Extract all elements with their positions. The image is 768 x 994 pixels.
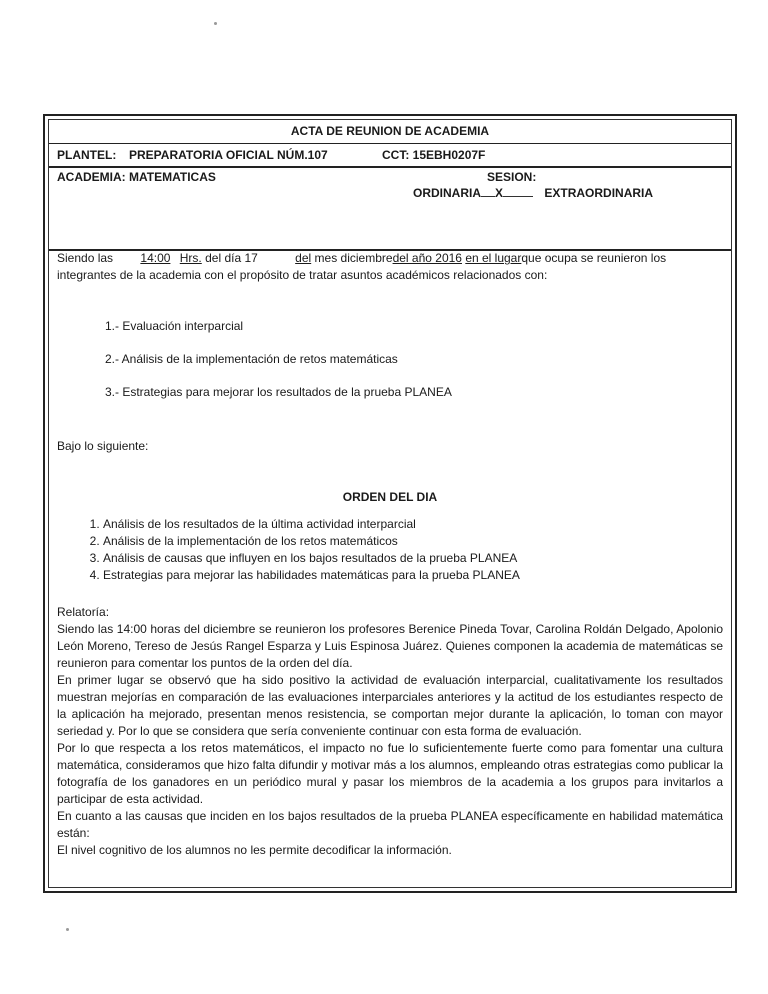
plantel-value: PREPARATORIA OFICIAL NÚM.107 xyxy=(129,148,328,162)
relatoria-section xyxy=(57,604,723,859)
intro-hora: 14:00 xyxy=(140,251,171,265)
ordinaria-blank xyxy=(481,196,495,197)
intro-del: del xyxy=(295,251,312,265)
intro-line-2: integrantes de la academia con el propósito de tratar asuntos académicos relacionados con: xyxy=(57,268,548,282)
plantel-row xyxy=(49,144,731,168)
extraordinaria-blank xyxy=(503,196,533,197)
cct-value: CCT: 15EBH0207F xyxy=(382,148,486,162)
relatoria-title: Relatoría: xyxy=(57,605,110,619)
document-frame xyxy=(43,114,737,893)
intro-en-lugar: en el lugar xyxy=(465,251,522,265)
relatoria-paragraph: El nivel cognitivo de los alumnos no les permite decodificar la información. xyxy=(57,843,452,857)
extraordinaria-label: EXTRAORDINARIA xyxy=(544,186,654,200)
topic-item: 1.- Evaluación interparcial xyxy=(105,319,244,333)
sesion-options xyxy=(413,186,653,200)
relatoria-paragraph: Siendo las 14:00 horas del diciembre se reunieron los profesores Berenice Pineda Tovar, Carolina Roldán Delgado, Apolonio León Moreno, Tereso de Jesús Rangel Esparza y Luis Espinosa Juárez. Quienes componen la academia de matemáticas se reunieron para comentar los puntos de la orden del día. xyxy=(57,622,723,670)
relatoria-paragraph: En primer lugar se observó que ha sido positivo la actividad de evaluación interparcial, cualitativamente los resultados muestran mejorías en comparación de las evaluaciones interparciales anteriores y la actitud de los estudiantes respecto de la aplicación ha mejorado, presentan menos resistencia, se comportan mejor durante la aplicación, lo toman con mayor seriedad y. Por lo que se considera que sería conveniente continuar con esta forma de evaluación. xyxy=(57,673,723,738)
intro-paragraph xyxy=(57,250,723,284)
topic-item: 3.- Estrategias para mejorar los resultados de la prueba PLANEA xyxy=(105,385,452,399)
document-inner-border xyxy=(48,119,732,888)
ordinaria-mark: X xyxy=(495,186,504,200)
orden-item: 2. Análisis de la implementación de los retos matemáticos xyxy=(103,533,520,550)
scan-dot xyxy=(66,928,69,931)
document-title: ACTA DE REUNION DE ACADEMIA xyxy=(49,120,731,144)
topic-item: 2.- Análisis de la implementación de retos matemáticas xyxy=(105,352,398,366)
orden-item: 1. Análisis de los resultados de la última actividad interparcial xyxy=(103,516,520,533)
plantel-label: PLANTEL: xyxy=(57,148,117,162)
ordinaria-label: ORDINARIA xyxy=(413,186,481,200)
orden-del-dia-list xyxy=(79,516,520,584)
relatoria-paragraph: Por lo que respecta a los retos matemáticos, el impacto no fue lo suficientemente fuerte como para fomentar una cultura matemática, consideramos que hizo falta difundir y motivar más a los alumnos, empleando otras estrategias como publicar la fotografía de los ganadores en un periódico mural y pasar los miembros de la academia a los grupos para invitarlos a participar de esta actividad. xyxy=(57,741,723,806)
orden-item: 4. Estrategias para mejorar las habilidades matemáticas para la prueba PLANEA xyxy=(103,567,520,584)
intro-hrs: Hrs. xyxy=(179,251,202,265)
orden-del-dia-title: ORDEN DEL DIA xyxy=(342,490,438,504)
academia-value: MATEMATICAS xyxy=(129,170,216,184)
topics-list xyxy=(105,318,452,417)
relatoria-paragraph: En cuanto a las causas que inciden en los bajos resultados de la prueba PLANEA específicamente en habilidad matemática están: xyxy=(57,809,723,840)
academia-label: ACADEMIA: xyxy=(57,170,126,184)
intro-del-anio: del año 2016 xyxy=(392,251,462,265)
scan-dot xyxy=(214,22,217,25)
orden-item: 3. Análisis de causas que influyen en los bajos resultados de la prueba PLANEA xyxy=(103,550,520,567)
academia-row xyxy=(49,168,731,251)
intro-line-1: Siendo las 14:00 Hrs. del día 17 del mes diciembredel año 2016 en el lugarque ocupa se reunieron los xyxy=(57,251,667,265)
sesion-label: SESION: xyxy=(487,170,537,184)
bajo-lo-siguiente: Bajo lo siguiente: xyxy=(57,439,149,453)
